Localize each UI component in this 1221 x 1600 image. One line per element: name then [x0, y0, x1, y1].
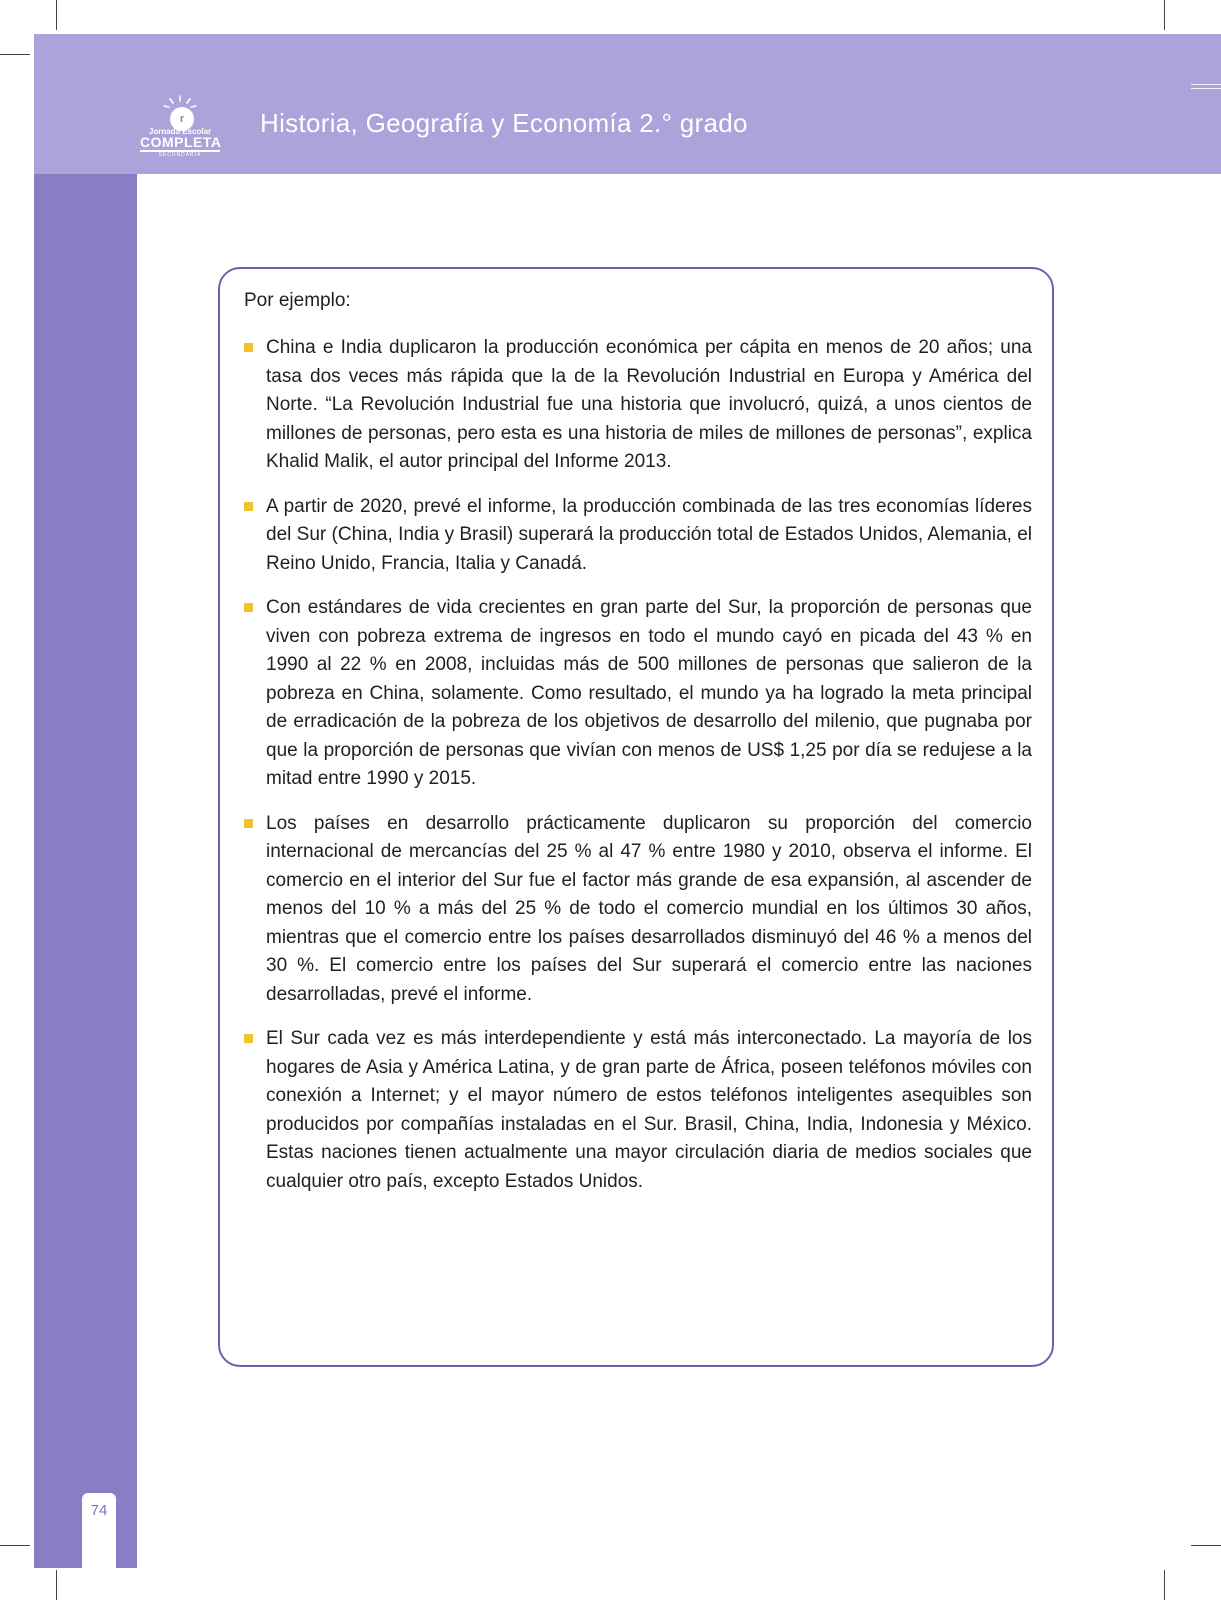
bullet-list — [244, 334, 1032, 1212]
logo-text-top: Jornada Escolar — [148, 127, 212, 136]
logo-text-main: COMPLETA — [140, 134, 222, 150]
sidebar-band — [34, 174, 137, 1568]
square-bullet-icon — [244, 603, 253, 612]
bullet-text: El Sur cada vez es más interdependiente y está más interconectado. La mayoría de los hogares de Asia y América Latina, y de gran parte de África, poseen teléfonos móviles con conexión a Internet; y el mayor número de estos teléfonos inteligentes asequibles son producidos por compañías instaladas en el Sur. Brasil, China, India, Indonesia y México. Estas naciones tienen actualmente una mayor circulación diaria de medios sociales que cualquier otro país, excepto Estados Unidos. — [266, 1028, 1032, 1192]
bullet-text: China e India duplicaron la producción económica per cápita en menos de 20 años; una tasa dos veces más rápida que la de la Revolución Industrial en Europa y América del Norte. “La Revolución Industrial fue una historia que involucró, quizá, a unos cientos de millones de personas, pero esta es una historia de miles de millones de personas”, explica Khalid Malik, el autor principal del Informe 2013. — [266, 337, 1032, 472]
intro-text: Por ejemplo: — [244, 290, 351, 311]
square-bullet-icon — [244, 1034, 253, 1043]
crop-mark — [0, 1545, 30, 1546]
crop-mark — [1191, 1545, 1221, 1546]
list-item — [244, 594, 1032, 794]
crop-mark — [1164, 1570, 1165, 1600]
page-number: 74 — [90, 1502, 108, 1519]
jornada-escolar-logo — [140, 95, 220, 157]
bullet-text: Los países en desarrollo prácticamente duplicaron su proporción del comercio internacional de mercancías del 25 % al 47 % entre 1980 y 2010, observa el informe. El comercio en el interior del Sur fue el factor más grande de esa expansión, al ascender de menos del 10 % a más del 25 % de todo el comercio mundial en los últimos 30 años, mientras que el comercio entre los países desarrollados disminuyó del 46 % a menos del 30 %. El comercio entre los países del Sur superará el comercio entre las naciones desarrolladas, prevé el informe. — [266, 812, 1032, 1005]
list-item — [244, 810, 1032, 1010]
sun-icon: r — [168, 105, 196, 133]
list-item — [244, 1025, 1032, 1196]
crop-mark — [0, 54, 30, 55]
list-item — [244, 493, 1032, 579]
page-title: Historia, Geografía y Economía 2.° grado — [260, 108, 748, 138]
crop-mark — [1164, 0, 1165, 30]
square-bullet-icon — [244, 343, 253, 352]
crop-mark — [56, 0, 57, 30]
list-item — [244, 334, 1032, 477]
bullet-text: Con estándares de vida crecientes en gran parte del Sur, la proporción de personas que viven con pobreza extrema de ingresos en todo el mundo cayó en picada del 43 % en 1990 al 22 % en 2008, incluidas más de 500 millones de personas que salieron de la pobreza en China, solamente. Como resultado, el mundo ya ha logrado la meta principal de erradicación de la pobreza de los objetivos de desarrollo del milenio, que pugnaba por que la proporción de personas que vivían con menos de US$ 1,25 por día se redujese a la mitad entre 1990 y 2015. — [266, 597, 1032, 789]
square-bullet-icon — [244, 502, 253, 511]
bullet-text: A partir de 2020, prevé el informe, la producción combinada de las tres economías líderes del Sur (China, India y Brasil) superará la producción total de Estados Unidos, Alemania, el Reino Unido, Francia, Italia y Canadá. — [266, 495, 1032, 574]
logo-text-sub: SECUNDARIA — [158, 152, 202, 158]
header-decoration — [1191, 84, 1221, 92]
square-bullet-icon — [244, 819, 253, 828]
crop-mark — [56, 1570, 57, 1600]
